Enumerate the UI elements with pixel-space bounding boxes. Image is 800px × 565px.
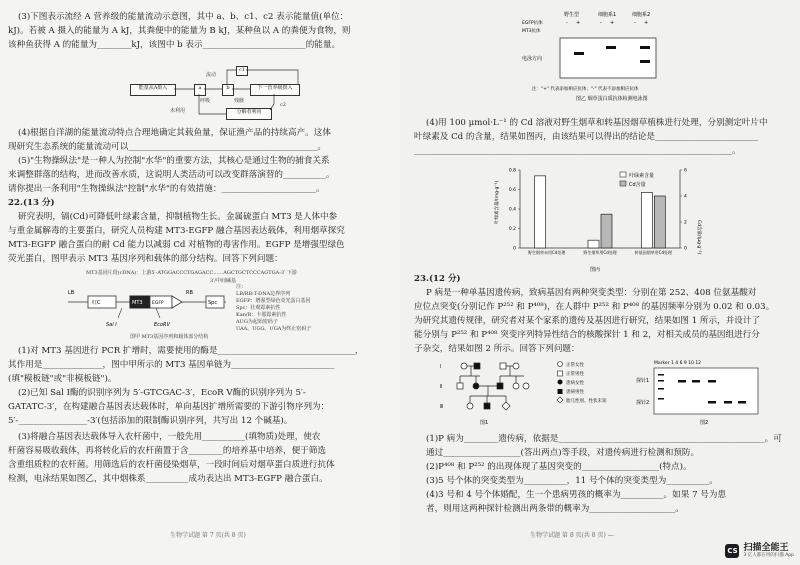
text-line: 杆菌容易吸收载体，再将转化后的农杆菌置于含________的培养基中培养，便于筛选 [8,446,326,456]
question-heading: 22.(13 分) [8,198,55,208]
figure-a-note: 3′/中间碱基 [210,278,237,284]
chart-y2-tick-label: 2 [684,220,687,226]
chart-y-tick-label: 0.8 [508,168,516,174]
pedigree-caption: 图1 [480,420,489,426]
vector-label-promoter: 红C [92,300,101,306]
diagram-label-respire: 呼吸 [200,98,211,104]
legend-line: 注： [236,284,247,290]
vector-label-mt3: MT3 [132,300,143,306]
pedigree-legend: 胎儿性别、性状未知 [566,399,607,404]
text-line: 含重组质粒的农杆菌。用筛选后的农杆菌侵染烟草，一段时间后对烟草蛋白质进行抗体 [8,460,335,470]
legend-cd: Cd含量 [629,182,646,188]
text-line: (2)已知 Sal Ⅰ酶的识别序列为 5′-GTCGAC-3′，EcoR Ⅴ酶的识别序列为 5′- [18,388,306,398]
chart-category-label: 野生烟草用Cd处理 [583,250,617,255]
text-line: 检测，电泳结果如图乙，其中烟株系__________成功表达出 MT3-EGFP 融合蛋白。 [8,474,328,484]
text-line: 研究表明，镉(Cd)可降低叶绿素含量，抑制植物生长。金属硫蛋白 MT3 是人体中参 [18,212,338,222]
figure-c-chart [490,160,710,272]
gel-ylabel: 电泳方向 [522,56,543,62]
text-line: 应位点突变(分别记作 P²⁵² 和 P⁴⁰⁸)，在人群中 P²⁵² 和 P⁴⁰⁸ 的基因频率分别为 0.02 和 0.03。 [414,302,775,312]
probe-1-label: 探针1 [636,378,650,384]
diagram-label-growth: 流动 [206,72,217,78]
diagram-box-a: a [194,84,206,96]
chart-category-label: 转基因烟草用Cd处理 [634,250,673,255]
figure-a-legend [236,284,311,333]
diagram-label-other: 未利用 [170,108,186,114]
watermark-subtitle: 3 亿人都在用的扫描 App [743,553,794,558]
chart-category-label: 野生烟草未用Cd处理 [527,250,566,255]
gel-sign: + [610,20,615,26]
vector-map [60,284,230,336]
bar-chlorophyll [641,192,652,248]
diagram-box-decomposer: 分解者利用 [226,108,272,120]
gel-legend: 注："+" 代表添加相应抗体；"-" 代表不添加相应抗体 [532,87,639,92]
chart-y2-tick-label: 6 [684,168,687,174]
text-line: 与重金属解毒的主要蛋白，研究人员构建 MT3-EGFP 融合基因表达载体，利用烟草探究 [8,226,345,236]
gel-sign: - [600,20,602,26]
text-line: (5)"生物操纵法"是一种人为控制"水华"的重要方法，其核心是通过生物的捕食关系 [18,156,330,166]
pedigree-legend: 正常男性 [566,372,584,377]
text-line: __________________________________________________________________________。 [414,146,741,156]
text-line: MT3-EGFP 融合蛋白的耐 Cd 能力以减弱 Cd 对植物的毒害作用。EGFP 是增强型绿色 [8,240,345,250]
chart-ylabel: 叶绿素含量/(mg·g⁻¹) [495,180,500,224]
bar-cd [654,196,665,248]
gel-svg [520,8,700,104]
text-line: GATATC-3′，在构建融合基因表达载体时，单向基因扩增所需要的下游引物序列为： [8,402,330,412]
vector-label-egfp: EGFP [152,301,164,306]
figure-pedigree [440,358,770,430]
gel-row-label: EGFP抗体 [522,21,543,26]
gel-col-label: 细胞系1 [598,12,617,18]
camscanner-icon: CS [725,544,739,558]
figure-b-gel [520,8,700,104]
text-line: (1)对 MT3 基因进行 PCR 扩增时，需要使用的酶是________________________________， [18,346,364,356]
gen-label: Ⅰ [440,364,442,370]
text-line: (3)下图表示流经 A 营养级的能量流动示意图，其中 a、b、c1、c2 表示能量值(单位： [18,12,349,22]
pedigree-legend: 患病男性 [566,390,584,395]
gel-sign: - [634,20,636,26]
text-line: 者，则用这两种探针检测出两条带的概率为____________________。 [426,504,684,514]
legend-line: Spc：壮观霉素抗性 [236,305,281,311]
vector-label-lb: LB [68,290,75,296]
legend-line: Kan/R：卡那霉素抗性 [236,312,287,318]
text-line: kJ)。若被 A 摄入的能量为 A kJ，其粪便中的能量为 B kJ，某种鱼以 A 的粪便为食物，则 [8,26,351,36]
bar-chlorophyll [588,240,599,248]
vector-label-spc: Spc [208,300,218,306]
bar-chlorophyll [535,176,546,248]
text-line: 为研究其遗传规律，研究者对某个家系的遗传及基因进行研究，结果如图 1 所示，并设计了 [414,316,761,326]
vector-label-rb: RB [186,290,193,296]
diagram-label-remain: 残骸 [234,98,245,104]
pedigree-svg [440,358,770,430]
figure-a-sequence: MT3基因片段(cDNA)：上游5′-ATGGACCCTGAGACC……AGCTGCTCCCAGTGA-3′ 下游 [86,270,297,276]
legend-line: UAA、UGG、UGA为终止密码子 [236,326,312,332]
text-line: (4)用 100 μmol·L⁻¹ 的 Cd 溶液对野生烟草和转基因烟草植株进行处理，分别测定叶片中 [426,118,768,128]
figure-a-caption: 图甲 MT3基因序列和载体部分结构 [130,334,209,340]
gel-caption: 图乙 烟草蛋白质抗体检测电泳图 [576,96,648,102]
diagram-box-next: 下一营养级摄入 [250,84,300,96]
text-line: 现研究生态系统的能量流动可以____________________________________________。 [8,142,326,152]
gen-label: Ⅱ [440,384,443,390]
text-line: (2)P⁴⁰⁸ 和 P²⁵² 的出现体现了基因突变的__________________(特点)。 [426,462,692,472]
gel-sign: + [576,20,581,26]
chart-title: 图丙 [590,267,601,272]
question-heading: 23.(12 分) [414,274,461,284]
chart-y2-tick-label: 0 [684,246,687,252]
energy-flow-diagram [130,62,300,126]
legend-line: AUG为起始密码子 [236,319,278,325]
legend-line: LB/RB:T-DNA边界序列 [236,291,291,297]
text-line: 能分别与 P²⁵² 和 P⁴⁰⁸ 突变序列特异性结合的核酸探针 1 和 2，对相关成员的基因组进行分 [414,330,760,340]
chart-y-tick-label: 0.6 [508,188,516,194]
probe-2-label: 探针2 [636,400,650,406]
figure-a [60,270,340,342]
scanner-watermark [725,543,794,559]
chart-y-tick-label: 0.4 [508,207,516,213]
probe-gel-caption: 图2 [700,420,709,426]
chart-y2-tick-label: 4 [684,194,687,200]
gel-sign: + [644,20,649,26]
text-line: 叶绿素及 Cd 的含量，结果如图丙，由该结果可以得出的结论是________________________ [414,132,759,142]
gel-sign: - [566,20,568,26]
text-line: 请你提出一条利用"生物操纵法"控制"水华"的有效措施：______________________。 [8,184,325,194]
chart-svg [490,160,710,272]
text-line: 该种鱼获得 A 的能量为________kJ，该图中 b 表示________________________的能量。 [8,40,341,50]
gel-row-label: MT3抗体 [522,29,541,34]
text-line: 子杂交，结果如图 2 所示。回答下列问题： [414,344,580,354]
legend-swatch-chlorophyll [620,172,626,177]
chart-ylabel2: Cd含量/(μg·g⁻¹) [696,220,701,255]
text-line: (4)根据自洋湖的能量流动特点合理地确定其载鱼量，保证渔产品的持续高产。这体 [18,128,331,138]
page-footer-right: 生物学试题 第 8 页(共 8 页) — [530,532,614,539]
legend-line: EGFP：增强型绿色荧光蛋白基因 [236,298,311,304]
vector-label-ecorv: EcoRV [154,322,170,328]
gel-col-label: 野生型 [564,12,580,18]
legend-chlorophyll: 叶绿素含量 [629,173,655,179]
chart-y-tick-label: 0 [513,246,516,252]
diagram-box-b: b [222,84,234,96]
diagram-box-c1: c1 [236,66,248,76]
text-line: 通过__________________(答出两点)等手段，对遗传病进行检测和预防。 [426,448,700,458]
text-line: 5′-________________-3′(包括添加的限制酶识别序列，共写出 12 个碱基)。 [8,416,293,426]
text-line: (填"模板链"或"非模板链")。 [8,374,117,384]
probe-gel-header: Marker 1 4 6 9 10 12 [654,361,702,366]
diagram-label-c2: c2 [280,102,286,108]
text-line: (1)P 病为________遗传病，依据是________________________________________________。可 [426,434,782,444]
text-line: (3)5 号个体的突变类型为__________，11 号个体的突变类型为__________。 [426,476,718,486]
text-line: 来调整群落的结构，进而改善水质，这说明人类活动可以改变群落演替的__________。 [8,170,335,180]
text-line: P 病是一种单基因遗传病，致病基因有两种突变类型：分别在第 252、408 位氨基酸对 [426,288,757,298]
vector-label-sal: Sal I [106,322,117,328]
watermark-title: 扫描全能王 [743,543,789,553]
right-page [400,0,800,565]
gen-label: Ⅲ [440,404,444,410]
text-line: (3)将融合基因表达载体导入农杆菌中，一般先用__________(填物质)处理，使农 [18,432,321,442]
diagram-box-intake: 能量从A摄入 [130,84,176,96]
text-line: 其作用是______________，图中甲所示的 MT3 基因单链为________________________ [8,360,335,370]
gel-col-label: 细胞系2 [632,12,651,18]
pedigree-legend: 正常女性 [566,363,584,368]
page-footer-left: 生物学试题 第 7 页(共 8 页) [170,532,246,539]
bar-cd [601,214,612,248]
text-line: 荧光蛋白，图甲表示 MT3 基因序列和载体的部分结构。回答下列问题： [8,254,283,264]
legend-swatch-cd [620,181,626,186]
pedigree-legend: 患病女性 [566,381,584,386]
chart-y-tick-label: 0.2 [508,227,516,233]
diagram-arrows [130,62,300,126]
text-line: (4)3 号和 4 号个体婚配，生一个患病男孩的概率为__________。如果 7 号为患 [426,490,727,500]
